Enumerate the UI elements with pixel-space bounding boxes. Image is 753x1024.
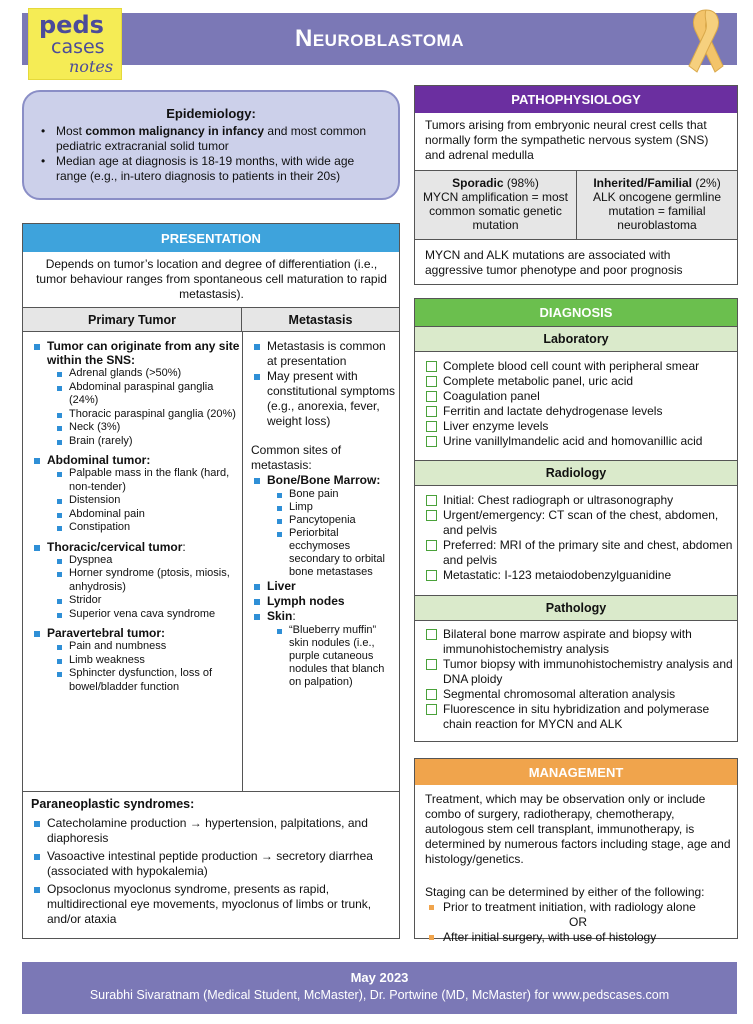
epi-text: and most common pediatric extracranial solid tumor (56, 124, 367, 153)
metastasis-site (251, 579, 397, 594)
page-footer (22, 962, 737, 1014)
site-sub-item: Pancytopenia (267, 514, 397, 527)
site-sub-item: Bone pain (267, 488, 397, 501)
epidemiology-panel (22, 90, 400, 200)
presentation-intro: Depends on tumor’s location and degree of differentiation (i.e., tumor behaviour ranges from spontaneous cell maturation to rapid metastasis). (36, 257, 387, 301)
primary-sub-item: Horner syndrome (ptosis, miosis, anhydrosis) (47, 567, 241, 594)
page-title: Neuroblastoma (295, 25, 464, 52)
pathophysiology-header: PATHOPHYSIOLOGY (415, 86, 737, 113)
inherited-pct: (2%) (692, 176, 721, 190)
presentation-panel (22, 223, 400, 939)
primary-sub-item: Abdominal pain (47, 508, 241, 522)
primary-sub-list (47, 467, 241, 535)
epidemiology-list (38, 124, 384, 184)
primary-item (31, 626, 241, 694)
primary-item-heading (47, 540, 241, 554)
staging-options (425, 900, 731, 915)
paraneoplastic-item: Catecholamine production → hypertension, palpitations, and diaphoresis (31, 816, 391, 846)
laboratory-item: Complete metabolic panel, uric acid (423, 374, 735, 389)
staging-or: OR (569, 915, 587, 929)
primary-sub-item: Pain and numbness (47, 640, 241, 654)
radiology-item: Urgent/emergency: CT scan of the chest, abdomen, and pelvis (423, 508, 735, 538)
primary-sub-item: Limb weakness (47, 654, 241, 668)
primary-sub-item: Stridor (47, 594, 241, 608)
primary-sub-item: Palpable mass in the flank (hard, non-tender) (47, 467, 241, 494)
metastasis-item: Metastasis is common at presentation (251, 339, 397, 369)
pathophysiology-intro: Tumors arising from embryonic neural crest cells that normally form the sympathetic nervous system (SNS) and adrenal medulla (425, 118, 709, 162)
inherited-cell (576, 171, 737, 239)
pathology-item: Tumor biopsy with immunohistochemistry analysis and DNA ploidy (423, 657, 735, 687)
pathology-item: Segmental chromosomal alteration analysis (423, 687, 735, 702)
primary-item (31, 540, 241, 622)
genetics-table (415, 170, 737, 240)
site-suffix: : (292, 609, 296, 623)
site-sub-item: Limp (267, 501, 397, 514)
laboratory-item: Ferritin and lactate dehydrogenase levels (423, 404, 735, 419)
heading-text: Thoracic/cervical tumor (47, 539, 183, 554)
sporadic-pct: (98%) (503, 176, 539, 190)
epidemiology-item (38, 124, 384, 154)
primary-sub-list (47, 640, 241, 694)
primary-sub-item: Distension (47, 494, 241, 508)
metastasis-column (251, 339, 397, 689)
primary-sub-item: Thoracic paraspinal ganglia (20%) (47, 408, 241, 422)
primary-sub-item: Sphincter dysfunction, loss of bowel/bladder function (47, 667, 241, 694)
staging-intro: Staging can be determined by either of the following: (425, 885, 705, 899)
metastasis-site (251, 473, 397, 579)
site-sub-item: Periorbital ecchymoses secondary to orbital bone metastases (267, 527, 397, 579)
epi-text: Median age at diagnosis is 18-19 months, with wide age range (e.g., in-utero diagnosis to patients in their 20s) (56, 154, 355, 183)
primary-sub-item: Neck (3%) (47, 421, 241, 435)
staging-option: Prior to treatment initiation, with radiology alone (425, 900, 731, 915)
paraneoplastic-section (31, 797, 391, 930)
inherited-text: ALK oncogene germline mutation = familial neuroblastoma (592, 190, 722, 232)
footer-credits: Surabhi Sivaratnam (Medical Student, McMaster), Dr. Portwine (MD, McMaster) for www.pedscases.com (89, 988, 670, 1002)
radiology-list (423, 493, 735, 583)
paraneoplastic-item: Opsoclonus myoclonus syndrome, presents as rapid, multidirectional eye movements, myoclonus of limbs or trunk, and/or ataxia (31, 882, 391, 927)
site-name: Bone/Bone Marrow: (267, 473, 381, 487)
primary-sub-item: Abdominal paraspinal ganglia (24%) (47, 381, 241, 408)
primary-sub-list (47, 367, 241, 448)
primary-item (31, 453, 241, 535)
logo-text-notes: notes (69, 57, 114, 76)
epi-text: Most (56, 124, 86, 138)
staging-option: After initial surgery, with use of histology (425, 930, 731, 945)
site-sub-list (267, 488, 397, 579)
site-sub-list (267, 624, 397, 689)
sporadic-cell (415, 171, 576, 239)
laboratory-item: Coagulation panel (423, 389, 735, 404)
epidemiology-title: Epidemiology: (166, 106, 256, 121)
page-header (22, 13, 737, 65)
metastasis-item: May present with constitutional symptoms (e.g., anorexia, fever, weight loss) (251, 369, 397, 429)
epidemiology-item (38, 154, 384, 184)
site-name: Liver (267, 579, 296, 593)
management-header: MANAGEMENT (415, 759, 737, 785)
pathophysiology-outro: MYCN and ALK mutations are associated with aggressive tumor phenotype and poor prognosis (425, 248, 683, 277)
primary-sub-item: Constipation (47, 521, 241, 535)
primary-sub-item: Dyspnea (47, 554, 241, 568)
laboratory-item: Complete blood cell count with peripheral smear (423, 359, 735, 374)
paraneoplastic-item: Vasoactive intestinal peptide production → secretory diarrhea (associated with hypokalemia) (31, 849, 391, 879)
epi-bold-text: common malignancy in infancy (85, 124, 265, 138)
heading-suffix: : (182, 539, 186, 554)
management-panel (414, 758, 738, 944)
laboratory-subheader: Laboratory (415, 326, 737, 352)
pathophysiology-panel (414, 85, 738, 285)
primary-tumor-header: Primary Tumor (23, 308, 242, 331)
radiology-item: Metastatic: I-123 metaiodobenzylguanidine (423, 568, 735, 583)
primary-item (31, 339, 241, 448)
staging-options (425, 930, 731, 945)
paraneoplastic-list (31, 816, 391, 927)
pathology-list (423, 627, 735, 732)
inherited-label: Inherited/Familial (593, 176, 693, 190)
presentation-column-headers (23, 307, 399, 332)
radiology-item: Initial: Chest radiograph or ultrasonography (423, 493, 735, 508)
diagnosis-panel (414, 298, 738, 742)
primary-sub-item: Brain (rarely) (47, 435, 241, 449)
presentation-header: PRESENTATION (23, 224, 399, 252)
awareness-ribbon-icon (681, 6, 731, 76)
pedscases-logo (28, 8, 122, 80)
common-sites-label: Common sites of metastasis: (251, 443, 342, 472)
paraneoplastic-title: Paraneoplastic syndromes: (31, 797, 195, 811)
sporadic-label: Sporadic (452, 176, 504, 190)
sporadic-text: MYCN amplification = most common somatic genetic mutation (422, 190, 569, 232)
radiology-item: Preferred: MRI of the primary site and chest, abdomen and pelvis (423, 538, 735, 568)
logo-text-peds: peds (39, 11, 104, 39)
logo-text-cases: cases (51, 36, 105, 58)
footer-date: May 2023 (350, 970, 409, 985)
radiology-subheader: Radiology (415, 460, 737, 486)
primary-item-heading: Tumor can originate from any site within the SNS: (47, 339, 240, 367)
primary-sub-list (47, 554, 241, 622)
primary-sub-item: Adrenal glands (>50%) (47, 367, 241, 381)
laboratory-list (423, 359, 735, 449)
site-sub-item: “Blueberry muffin” skin nodules (i.e., purple cutaneous nodules that blanch on palpation) (267, 624, 397, 689)
pathology-subheader: Pathology (415, 595, 737, 621)
primary-tumor-list (31, 339, 241, 699)
metastasis-header: Metastasis (288, 312, 353, 327)
laboratory-item: Liver enzyme levels (423, 419, 735, 434)
paraneoplastic-divider (23, 791, 399, 792)
metastasis-list (251, 339, 397, 429)
site-name: Skin (267, 609, 293, 623)
site-name: Lymph nodes (267, 594, 345, 608)
laboratory-item: Urine vanillylmandelic acid and homovanillic acid (423, 434, 735, 449)
metastasis-sites-list (251, 473, 397, 689)
pathology-item: Fluorescence in situ hybridization and polymerase chain reaction for MYCN and ALK (423, 702, 735, 732)
column-divider (242, 332, 243, 791)
primary-sub-item: Superior vena cava syndrome (47, 608, 241, 622)
diagnosis-header: DIAGNOSIS (415, 299, 737, 326)
primary-item-heading: Paravertebral tumor: (47, 626, 166, 640)
pathology-item: Bilateral bone marrow aspirate and biopsy with immunohistochemistry analysis (423, 627, 735, 657)
staging-section (425, 885, 731, 945)
metastasis-site (251, 594, 397, 609)
primary-item-heading: Abdominal tumor: (47, 453, 151, 467)
management-text: Treatment, which may be observation only or include combo of surgery, radiotherapy, chemotherapy, autologous stem cell transplant, immunotherapy, is determined by numerous factors including stage, age and histology/genetics. (425, 792, 731, 866)
metastasis-site (251, 609, 397, 689)
